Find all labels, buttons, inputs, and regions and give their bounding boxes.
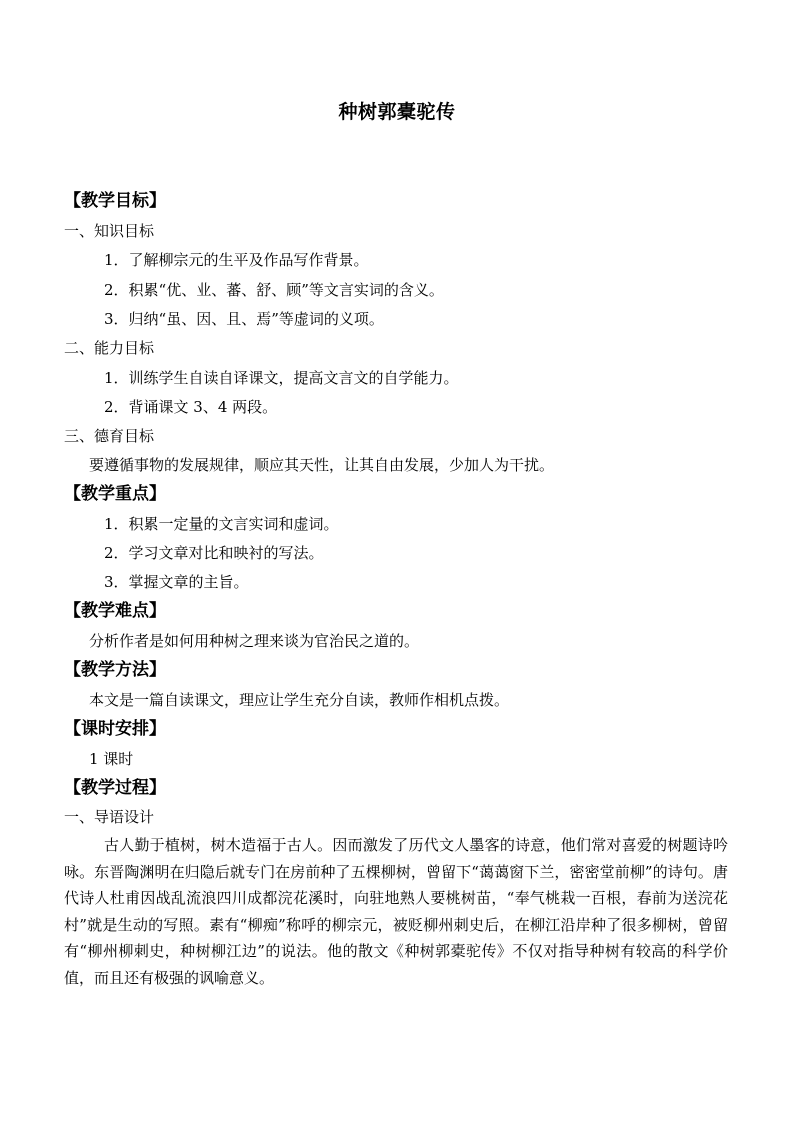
ability-goal-item: 2．背诵课文 3、4 两段。 xyxy=(104,398,278,416)
objectives-heading: 【教学目标】 xyxy=(64,191,166,211)
knowledge-goal-item: 3．归纳“虽、因、且、焉”等虚词的义项。 xyxy=(104,310,384,328)
knowledge-goals-label: 一、知识目标 xyxy=(64,222,155,240)
schedule-text: 1 课时 xyxy=(89,750,134,768)
difficulties-text: 分析作者是如何用种树之理来谈为官治民之道的。 xyxy=(89,632,420,650)
ability-goals-label: 二、能力目标 xyxy=(64,339,155,357)
schedule-heading: 【课时安排】 xyxy=(64,719,166,739)
knowledge-goal-item: 2．积累“优、业、蕃、舒、顾”等文言实词的含义。 xyxy=(104,281,444,299)
key-point-item: 2．学习文章对比和映衬的写法。 xyxy=(104,544,324,562)
key-point-item: 3．掌握文章的主旨。 xyxy=(104,573,249,591)
key-points-heading: 【教学重点】 xyxy=(64,484,166,504)
ability-goal-item: 1．训练学生自读自译课文，提高文言文的自学能力。 xyxy=(104,369,459,387)
process-heading: 【教学过程】 xyxy=(64,778,166,798)
difficulties-heading: 【教学难点】 xyxy=(64,601,166,621)
intro-paragraph: 古人勤于植树，树木造福于古人。因而激发了历代文人墨客的诗意，他们常对喜爱的树题诗吟咏。东晋陶渊明在归隐后就专门在房前种了五棵柳树，曾留下“蔼蔼窗下兰，密密堂前柳”的诗句。唐代诗人杜甫因战乱流浪四川成都浣花溪时，向驻地熟人要桃树苗，“奉气桃栽一百根，春前为送浣花村”就是生动的写照。素有“柳痴”称呼的柳宗元，被贬柳州刺史后，在柳江沿岸种了很多柳树，曾留有“柳州柳刺史，种树柳江边”的说法。他的散文《种树郭橐驼传》不仅对指导种树有较高的科学价值，而且还有极强的讽喻意义。 xyxy=(64,836,728,987)
moral-goal-text: 要遵循事物的发展规律，顺应其天性，让其自由发展，少加人为干扰。 xyxy=(89,456,555,474)
intro-design-label: 一、导语设计 xyxy=(64,808,155,826)
knowledge-goal-item: 1．了解柳宗元的生平及作品写作背景。 xyxy=(104,251,369,269)
moral-goals-label: 三、德育目标 xyxy=(64,427,155,445)
key-point-item: 1．积累一定量的文言实词和虚词。 xyxy=(104,515,339,533)
methods-text: 本文是一篇自读课文，理应让学生充分自读，教师作相机点拨。 xyxy=(89,691,510,709)
page-title: 种树郭橐驼传 xyxy=(338,101,456,123)
methods-heading: 【教学方法】 xyxy=(64,660,166,680)
